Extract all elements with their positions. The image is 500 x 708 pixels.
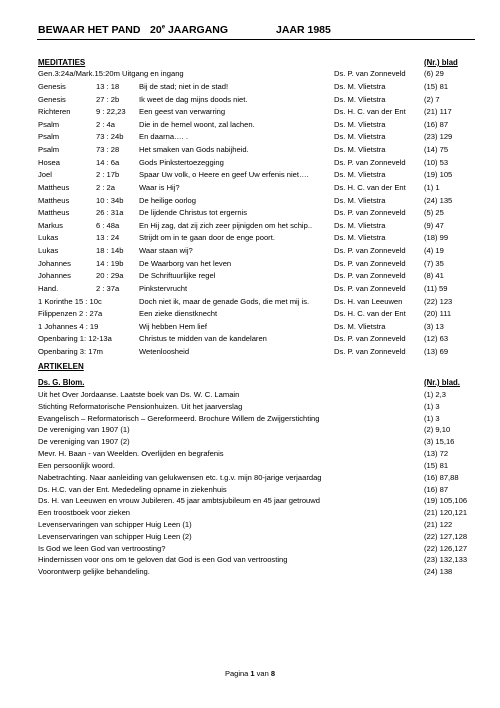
footer-page-total: 8 [270,669,276,678]
artikel-row [0,544,500,556]
artikel-row [0,473,500,485]
meditatie-verse: 27 : 2b [96,94,120,104]
meditatie-book: Mattheus [38,195,70,205]
meditatie-author: Ds. P. van Zonneveld [334,246,406,256]
meditatie-row [0,284,500,297]
artikel-row [0,425,500,437]
artikel-number: (23) 132,133 [424,555,468,565]
title-rule [37,39,475,40]
artikel-number: (22) 126,127 [424,543,468,553]
meditatie-title: Spaar Uw volk, o Heere en geef Uw erfenis niet…. [139,170,309,180]
meditatie-book: Genesis [38,82,66,91]
meditatie-author: Ds. P. van Zonneveld [334,271,406,281]
meditatie-author: Ds. P. van Zonneveld [334,258,406,268]
meditatie-title: Gods Pinkstertoezegging [139,157,224,167]
meditatie-verse: 18 : 14b [96,246,124,256]
artikel-title: Levenservaringen van schipper Huig Leen (2) [38,531,192,541]
meditatie-author: Ds. M. Vlietstra [334,321,386,331]
artikel-number: (16) 87,88 [424,472,459,482]
meditatie-row [0,82,500,95]
artikelen-column-heading: (Nr.) blad. [424,378,460,387]
artikel-title: Is God we leen God van vertroosting? [38,543,166,553]
artikel-number: (1) 3 [424,401,440,411]
artikel-row [0,402,500,414]
meditatie-author: Ds. H. C. van der Ent [334,309,406,319]
title-left: BEWAAR HET PAND [38,24,141,36]
artikel-number: (15) 81 [424,460,449,470]
meditatie-book: Richteren [38,107,71,117]
meditatie-row [0,334,500,347]
artikel-row [0,555,500,567]
meditatie-number: (14) 75 [424,145,449,155]
meditatie-author: Ds. M. Vlietstra [334,94,386,104]
artikel-number: (22) 127,128 [424,531,468,541]
meditatie-verse: 73 : 24b [96,132,124,142]
meditatie-number: (4) 19 [424,246,444,256]
meditatie-book: Hand. [38,283,59,293]
meditatie-number: (23) 129 [424,132,453,142]
meditatie-number: (19) 105 [424,170,453,180]
meditatie-author: Ds. M. Vlietstra [334,132,386,142]
meditatie-book: Filippenzen 2 : 27a [38,309,103,319]
meditatie-number: (18) 99 [424,233,449,243]
artikel-row [0,520,500,532]
artikel-title: Ds. H.C. van der Ent. Mededeling opname in ziekenhuis [38,484,227,494]
meditatie-author: Ds. H. C. van der Ent [334,107,406,117]
artikel-row [0,449,500,461]
meditatie-title: En Hij zag, dat zij zich zeer pijnigden om het schip.. [139,220,313,230]
meditatie-row [0,95,500,108]
meditatie-verse: 2 : 37a [96,283,120,293]
meditatie-title: Doch niet ik, maar de genade Gods, die met mij is. [139,296,310,306]
artikel-title: De vereniging van 1907 (2) [38,437,130,447]
meditatie-row [0,322,500,335]
meditatie-title: Waar staan wij? [139,246,193,256]
meditatie-row [0,246,500,259]
meditatie-book: Openbaring 3: 17m [38,347,104,357]
meditatie-book: Lukas [38,233,59,243]
meditatie-row [0,132,500,145]
meditatie-book: Johannes [38,271,71,281]
meditatie-number: (8) 41 [424,271,444,281]
meditatie-number: (21) 117 [424,107,452,117]
meditatie-title: En daarna…. . [139,132,188,142]
meditatie-number: (12) 63 [424,334,449,344]
artikel-title: Een persoonlijk woord. [38,460,115,470]
meditatie-row [0,347,500,360]
meditatie-reference: Gen.3:24a/Mark.15:20m Uitgang en ingang [38,69,184,78]
meditatie-title: Een zieke dienstknecht [139,309,218,319]
meditatie-number: (20) 111 [424,309,452,319]
artikel-title: Evangelisch – Reformatorisch – Gereformeerd. Brochure Willem de Zwijgerstichting [38,413,320,423]
artikel-title: Stichting Reformatorische Pensionhuizen. Uit het jaarverslag [38,401,243,411]
meditatie-row [0,208,500,221]
meditatie-title: Die in de hemel woont, zal lachen. [139,119,255,129]
meditatie-author: Ds. P. van Zonneveld [334,69,406,78]
meditatie-book: Joel [38,170,52,180]
artikel-row [0,567,500,579]
meditatie-author: Ds. H. van Leeuwen [334,296,403,306]
artikel-number: (16) 87 [424,484,449,494]
meditatie-book: Openbaring 1: 12-13a [38,334,112,344]
meditatie-author: Ds. M. Vlietstra [334,145,386,155]
meditatie-number: (24) 135 [424,195,453,205]
meditatie-author: Ds. M. Vlietstra [334,82,386,91]
meditatie-verse: 2 : 17b [96,170,120,180]
artikel-number: (19) 105,106 [424,496,468,506]
artikel-row [0,496,500,508]
meditatie-verse: 20 : 29a [96,271,124,281]
meditatie-book: Mattheus [38,208,70,218]
meditatie-row [0,233,500,246]
meditatie-verse: 2 : 4a [96,119,115,129]
meditatie-author: Ds. H. C. van der Ent [334,182,406,192]
meditatie-title: Wij hebben Hem lief [139,321,207,331]
meditatie-verse: 26 : 31a [96,208,124,218]
meditaties-column-heading: (Nr.) blad [424,58,458,67]
meditatie-book: Mattheus [38,182,70,192]
meditatie-row [0,183,500,196]
meditatie-row [0,196,500,209]
meditatie-number: (10) 53 [424,157,449,167]
meditatie-verse: 13 : 24 [96,233,120,243]
footer-page-number: 1 [250,669,255,678]
meditatie-author: Ds. M. Vlietstra [334,119,386,129]
artikel-title: Een troostboek voor zieken [38,508,131,518]
meditatie-verse: 13 : 18 [96,82,120,91]
meditatie-book: Psalm [38,132,60,142]
artikel-number: (2) 9,10 [424,425,451,435]
meditatie-number: (3) 13 [424,321,444,331]
meditatie-author: Ds. M. Vlietstra [334,170,386,180]
meditatie-title: Waar is Hij? [139,182,180,192]
meditatie-row [0,309,500,322]
artikel-title: Levenservaringen van schipper Huig Leen (1) [38,520,192,530]
meditatie-verse: 6 : 48a [96,220,120,230]
meditatie-number: (22) 123 [424,296,453,306]
meditatie-verse: 14 : 6a [96,157,120,167]
meditatie-author: Ds. P. van Zonneveld [334,157,406,167]
artikel-number: (1) 2,3 [424,390,446,399]
meditatie-author: Ds. M. Vlietstra [334,233,386,243]
artikel-title: Voorontwerp gelijke behandeling. [38,567,150,577]
artikel-number: (21) 122 [424,520,453,530]
meditatie-number: (7) 35 [424,258,444,268]
artikel-number: (24) 138 [424,567,453,577]
meditatie-row [0,145,500,158]
artikel-title: Nabetrachting. Naar aanleiding van gelukwensen etc. t.g.v. mijn 80-jarige verjaardag [38,472,322,482]
meditatie-row [0,120,500,133]
meditatie-number: (6) 29 [424,69,444,78]
meditatie-book: Psalm [38,145,60,155]
artikel-number: (21) 120,121 [424,508,468,518]
meditatie-title: Pinkstervrucht [139,283,188,293]
artikel-row [0,414,500,426]
meditatie-number: (2) 7 [424,94,440,104]
meditatie-row [0,170,500,183]
meditatie-book: Hosea [38,157,60,167]
meditatie-title: Bij de stad; niet in de stad! [139,82,229,91]
meditatie-author: Ds. P. van Zonneveld [334,208,406,218]
meditatie-book: 1 Johannes 4 : 19 [38,321,99,331]
meditatie-author: Ds. P. van Zonneveld [334,347,406,357]
meditatie-number: (13) 69 [424,347,449,357]
meditatie-book: Psalm [38,119,60,129]
artikel-title: Mevr. H. Baan - van Weelden. Overlijden en begrafenis [38,449,224,459]
meditatie-verse: 10 : 34b [96,195,124,205]
meditatie-author: Ds. M. Vlietstra [334,195,386,205]
meditatie-book: Genesis [38,94,66,104]
meditatie-title: Strijdt om in te gaan door de enge poort. [139,233,275,243]
meditatie-title: De lijdende Christus tot ergernis [139,208,248,218]
meditatie-title: Christus te midden van de kandelaren [139,334,267,344]
meditatie-verse: 2 : 2a [96,182,115,192]
meditatie-title: De heilige oorlog [139,195,196,205]
meditatie-number: (9) 47 [424,220,444,230]
meditatie-author: Ds. M. Vlietstra [334,220,386,230]
meditatie-verse: 73 : 28 [96,145,120,155]
artikel-title: Uit het Over Jordaanse. Laatste boek van Ds. W. C. Lamain [38,390,240,399]
artikel-number: (3) 15,16 [424,437,455,447]
artikel-row [0,437,500,449]
meditatie-book: 1 Korinthe 15 : 10c [38,296,102,306]
title-year: JAAR 1985 [276,24,331,36]
meditatie-title: Wetenloosheid [139,347,190,357]
meditatie-title: De Schriftuurlijke regel [139,271,216,281]
meditatie-row [0,69,500,82]
title-volume: 20e JAARGANG [150,24,229,36]
artikelen-author-heading: Ds. G. Blom. [38,378,85,387]
artikel-row [0,532,500,544]
meditatie-number: (1) 1 [424,182,440,192]
artikel-row [0,461,500,473]
meditatie-row [0,297,500,310]
meditatie-number: (5) 25 [424,208,444,218]
artikel-number: (1) 3 [424,413,440,423]
meditatie-book: Markus [38,220,63,230]
meditatie-book: Lukas [38,246,59,256]
meditatie-author: Ds. P. van Zonneveld [334,283,406,293]
meditatie-title: De Waarborg van het leven [139,258,232,268]
meditatie-row [0,259,500,272]
meditatie-book: Johannes [38,258,71,268]
artikel-row [0,390,500,402]
meditatie-author: Ds. P. van Zonneveld [334,334,406,344]
meditatie-row [0,158,500,171]
artikel-row [0,508,500,520]
artikel-title: Ds. H. van Leeuwen en vrouw Jubileren. 45 jaar ambtsjubileum en 45 jaar getrouwd [38,496,320,506]
artikel-number: (13) 72 [424,449,449,459]
meditatie-verse: 9 : 22,23 [96,107,126,117]
meditatie-row [0,271,500,284]
meditatie-title: Een geest van verwarring [139,107,226,117]
meditatie-verse: 14 : 19b [96,258,124,268]
meditatie-title: Het smaken van Gods nabijheid. [139,145,249,155]
page-footer: Pagina 1 van 8 [224,669,276,678]
artikelen-heading: ARTIKELEN [38,362,84,371]
meditatie-number: (11) 59 [424,283,448,293]
meditatie-row [0,221,500,234]
artikel-title: De vereniging van 1907 (1) [38,425,130,435]
meditatie-row [0,107,500,120]
meditatie-number: (16) 87 [424,119,449,129]
artikel-row [0,485,500,497]
meditatie-title: Ik weet de dag mijns doods niet. [139,94,248,104]
meditatie-number: (15) 81 [424,82,449,91]
artikel-title: Hindernissen voor ons om te geloven dat God is een God van vertroosting [38,555,288,565]
meditaties-heading: MEDITATIES [38,58,86,67]
